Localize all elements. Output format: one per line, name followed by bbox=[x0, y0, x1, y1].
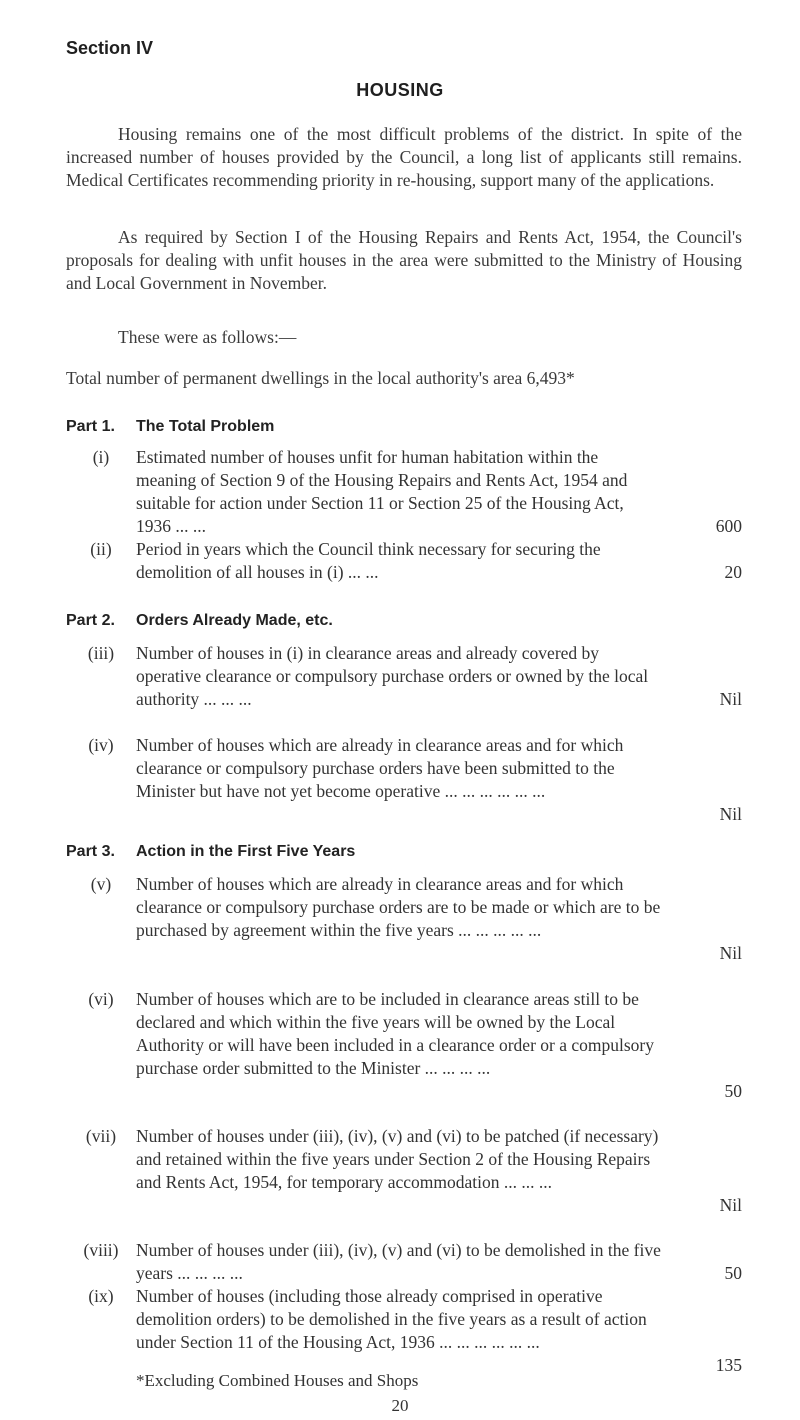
item-text: Number of houses which are to be included in clearance areas still to be declared and which within the five years will be owned by the Local Authority or will have been included in a clearance order or a compulsory purchase order submitted to the Minister ... ... ... ... bbox=[136, 989, 655, 1078]
part-title: Action in the First Five Years bbox=[136, 843, 356, 860]
item-number: (iv) bbox=[88, 735, 114, 755]
part-number: Part 3. bbox=[66, 843, 115, 860]
item-number: (viii) bbox=[83, 1240, 119, 1260]
item-value: 20 bbox=[724, 562, 742, 582]
page-title: HOUSING bbox=[356, 80, 444, 100]
list-item bbox=[66, 446, 742, 536]
item-number: (vi) bbox=[88, 989, 114, 1009]
list-item bbox=[66, 538, 742, 584]
list-item bbox=[66, 734, 742, 826]
item-text: Number of houses under (iii), (iv), (v) and (vi) to be patched (if necessary) and retained within the five years under Section 2 of the Housing Repairs and Rents Act, 1954, for temporary accommodation ... ... ... bbox=[136, 1126, 659, 1192]
list-item bbox=[66, 642, 742, 711]
item-value: Nil bbox=[719, 1195, 742, 1215]
list-item bbox=[66, 1239, 742, 1285]
item-value: 135 bbox=[715, 1355, 742, 1375]
item-text: Number of houses which are already in clearance areas and for which clearance or compulsory purchase orders are to be made or which are to be purchased by agreement within the five years ... ... ... ... ... bbox=[136, 874, 661, 940]
page-number: 20 bbox=[391, 1396, 409, 1415]
intro-paragraph: Housing remains one of the most difficult problems of the district. In spite of the increased number of houses provided by the Council, a long list of applicants still remains. Medical Certificates recommending priority in re-housing, support many of the applications. bbox=[66, 124, 742, 190]
part-number: Part 1. bbox=[66, 418, 115, 435]
item-text: Period in years which the Council think necessary for securing the demolition of all houses in (i) ... ... bbox=[136, 539, 601, 582]
item-number: (vii) bbox=[85, 1126, 117, 1146]
item-text: Number of houses in (i) in clearance areas and already covered by operative clearance or compulsory purchase orders or owned by the local authority ... ... ... bbox=[136, 643, 649, 709]
item-value: Nil bbox=[719, 804, 742, 824]
part-title: Orders Already Made, etc. bbox=[136, 612, 333, 629]
item-value: 600 bbox=[715, 516, 742, 536]
item-number: (ii) bbox=[90, 539, 112, 559]
item-value: 50 bbox=[724, 1263, 742, 1283]
item-text: Estimated number of houses unfit for human habitation within the meaning of Section 9 of the Housing Repairs and Rents Act, 1954 and suitable for action under Section 11 or Section 25 of the Housing Act, 1936 ... ... bbox=[136, 447, 628, 536]
part-number: Part 2. bbox=[66, 612, 115, 629]
list-item bbox=[66, 1285, 742, 1377]
total-dwellings-line: Total number of permanent dwellings in the local authority's area 6,493* bbox=[66, 368, 575, 388]
item-value: Nil bbox=[719, 689, 742, 709]
section-label: Section IV bbox=[66, 38, 154, 58]
list-item bbox=[66, 988, 742, 1103]
list-item bbox=[66, 1125, 742, 1217]
follows-paragraph: These were as follows:— bbox=[118, 327, 297, 347]
item-text: Number of houses under (iii), (iv), (v) and (vi) to be demolished in the five years ... ... ... ... bbox=[136, 1240, 661, 1283]
item-number: (ix) bbox=[88, 1286, 114, 1306]
item-text: Number of houses which are already in clearance areas and for which clearance or compulsory purchase orders have been submitted to the Minister but have not yet become operative ... ... ... ... ... ... bbox=[136, 735, 624, 801]
footnote: *Excluding Combined Houses and Shops bbox=[136, 1371, 419, 1390]
item-number: (v) bbox=[90, 874, 112, 894]
item-number: (iii) bbox=[87, 643, 115, 663]
part-title: The Total Problem bbox=[136, 418, 275, 435]
item-value: Nil bbox=[719, 943, 742, 963]
item-text: Number of houses (including those already comprised in operative demolition orders) to be demolished in the five years as a result of action under Section 11 of the Housing Act, 1936 ... ... ... ... ... ... bbox=[136, 1286, 647, 1352]
item-value: 50 bbox=[724, 1081, 742, 1101]
item-number: (i) bbox=[92, 447, 110, 467]
requirements-paragraph: As required by Section I of the Housing Repairs and Rents Act, 1954, the Council's proposals for dealing with unfit houses in the area were submitted to the Ministry of Housing and Local Government in November. bbox=[66, 227, 742, 293]
list-item bbox=[66, 873, 742, 965]
